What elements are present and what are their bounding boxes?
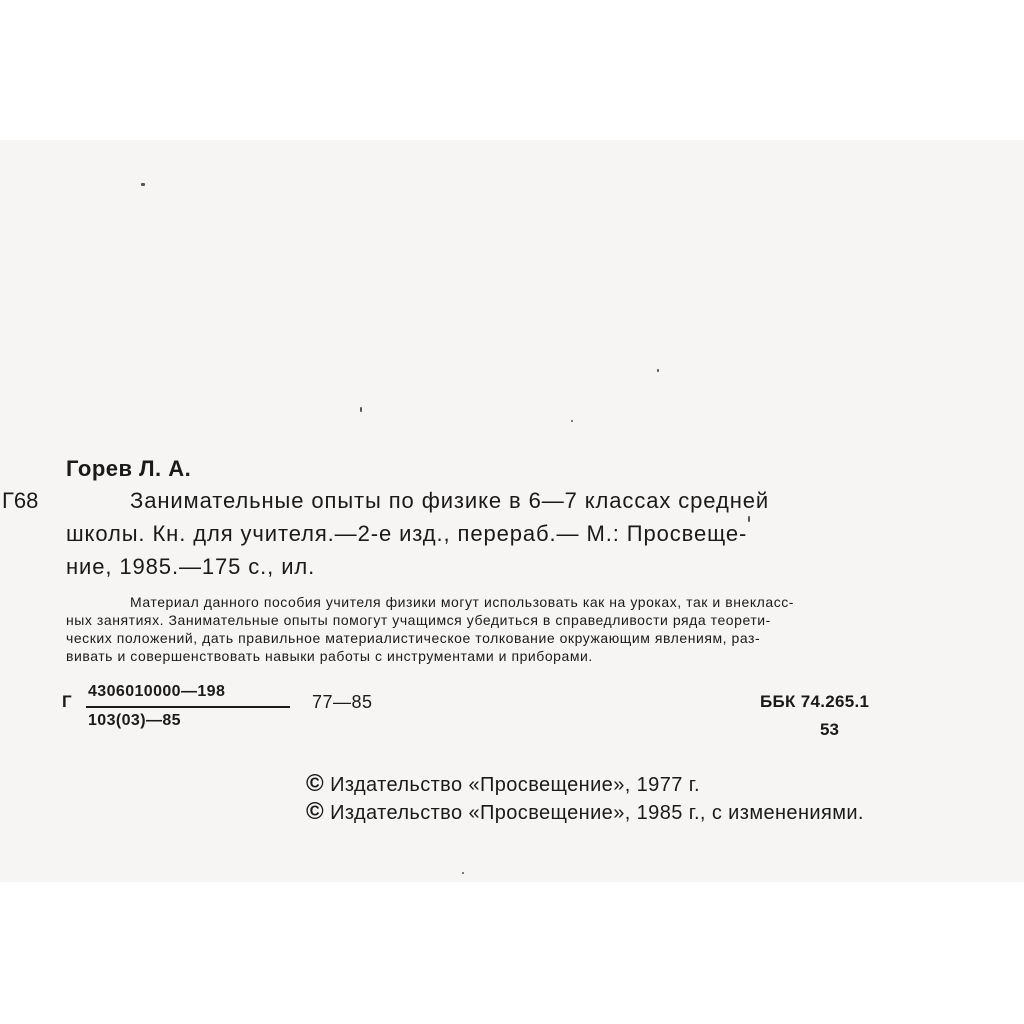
author-heading: Горев Л. А. [66, 456, 192, 481]
copyright-line [306, 770, 700, 798]
paper-fleck [141, 183, 145, 186]
annotation-line: вивать и совершенствовать навыки работы с инструментами и приборами. [66, 648, 593, 664]
title-line: Занимательные опыты по физике в 6—7 классах средней [130, 488, 770, 513]
bbk-code: ББК 74.265.1 [760, 692, 870, 711]
annotation-line: ных занятиях. Занимательные опыты помогут учащимся убедиться в справедливости ряда теорети- [66, 612, 771, 628]
copyright-line [306, 798, 864, 826]
title-line: школы. Кн. для учителя.—2-е изд., перераб.— М.: Просвеще- [66, 521, 748, 546]
copyright-text: Издательство «Просвещение», 1985 г., с изменениями. [330, 802, 864, 824]
paper-fleck [657, 369, 659, 372]
classification-code: Г68 [2, 488, 39, 513]
index-numerator: 4306010000—198 [88, 683, 226, 700]
fraction-line [86, 706, 290, 708]
title-line: ние, 1985.—175 с., ил. [66, 554, 316, 579]
annotation-line: Материал данного пособия учителя физики могут использовать как на уроках, так и внекласс- [130, 594, 795, 610]
paper-fleck [462, 872, 464, 874]
copyright-sign-icon: © [306, 770, 325, 797]
copyright-text: Издательство «Просвещение», 1977 г. [330, 774, 700, 796]
index-letter: Г [62, 692, 72, 711]
paper-fleck [360, 407, 362, 412]
index-denominator: 103(03)—85 [88, 712, 181, 729]
paper-fleck [748, 516, 750, 522]
annotation-line: ческих положений, дать правильное материалистическое толкование окружающим явлениям, раз- [66, 630, 761, 646]
paper-fleck [571, 420, 573, 422]
index-mid-code: 77—85 [312, 692, 373, 712]
bbk-subcode: 53 [820, 720, 839, 739]
copyright-sign-icon: © [306, 798, 325, 825]
